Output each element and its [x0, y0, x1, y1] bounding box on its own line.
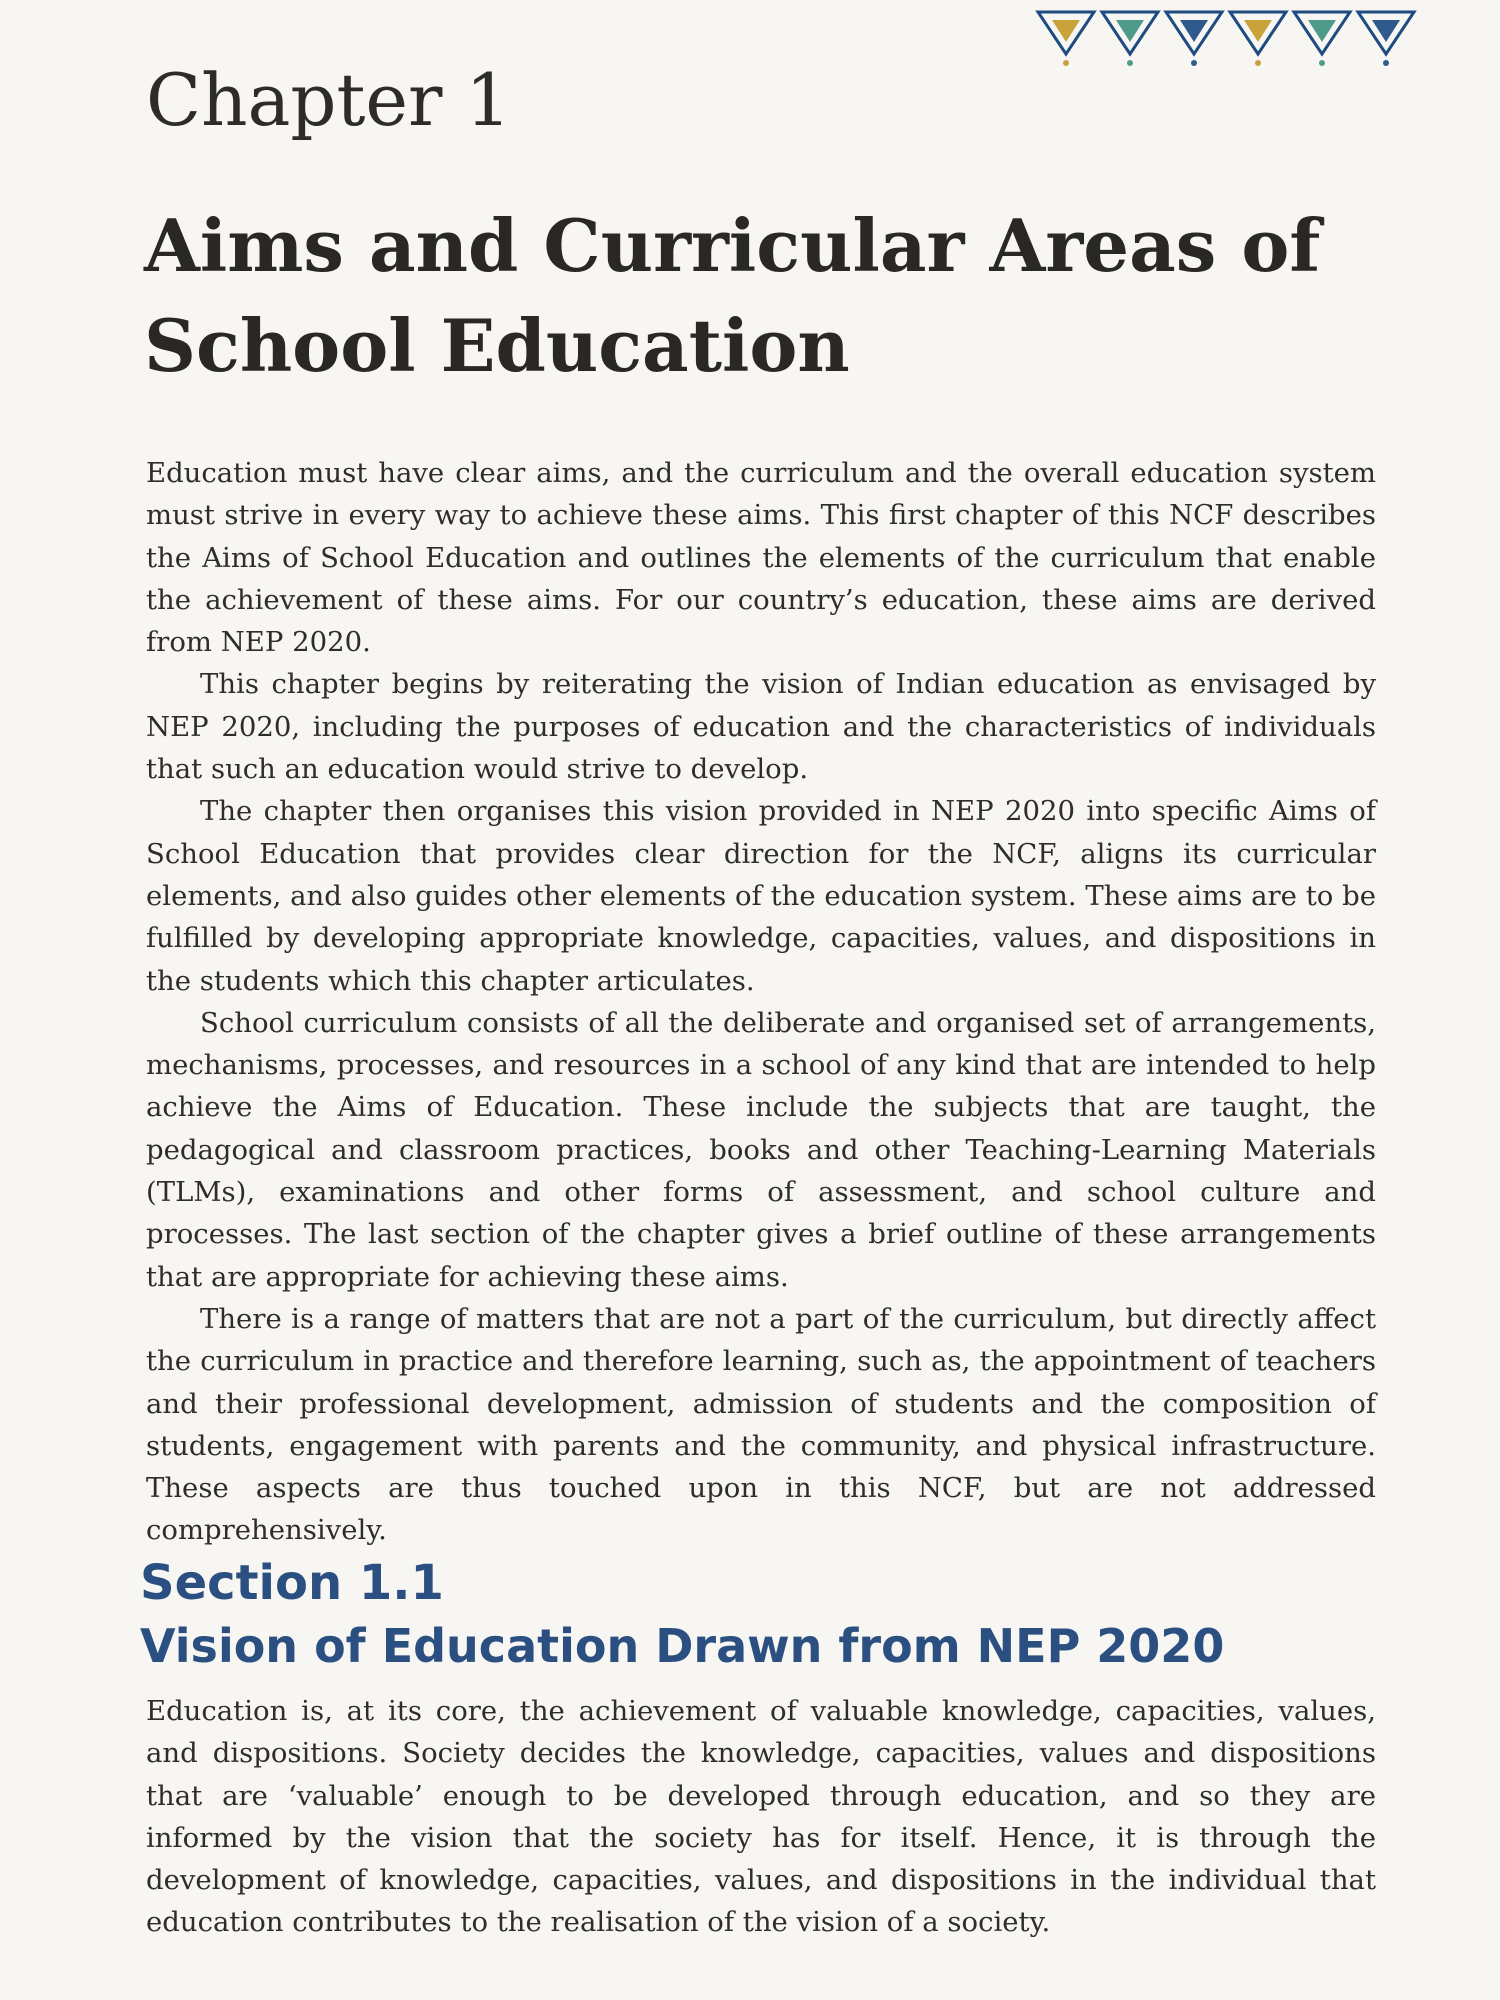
- ornament-dot: [1191, 60, 1197, 66]
- section-text: [146, 1690, 1376, 1944]
- paragraph: School curriculum consists of all the deliberate and organised set of arrangements, mechanisms, processes, and resources in a school of any kind that are intended to help achieve the Aims of Education. These include the subjects that are taught, the pedagogical and classroom practices, books and other Teaching-Learning Materials (TLMs), examinations and other forms of assessment, and school culture and processes. The last section of the chapter gives a brief outline of these arrangements that are appropriate for achieving these aims.: [146, 1006, 1376, 1293]
- intro-text: [146, 452, 1376, 1552]
- section-number: Section 1.1: [140, 1555, 444, 1611]
- paragraph: The chapter then organises this vision provided in NEP 2020 into specific Aims of School Education that provides clear direction for the NCF, aligns its curricular elements, and also guides other elements of the education system. These aims are to be fulfilled by developing appropriate knowledge, capacities, values, and dispositions in the students which this chapter articulates.: [146, 795, 1376, 997]
- ornament-dot: [1383, 60, 1389, 66]
- ornament-dot: [1255, 60, 1261, 66]
- section-title: Vision of Education Drawn from NEP 2020: [140, 1619, 1225, 1673]
- paragraph: There is a range of matters that are not a part of the curriculum, but directly affect the curriculum in practice and therefore learning, such as, the appointment of teachers and their professional development, admission of students and the composition of students, engagement with parents and the community, and physical infrastructure. These aspects are thus touched upon in this NCF, but are not addressed comprehensively.: [146, 1302, 1376, 1547]
- paragraph: Education is, at its core, the achievement of valuable knowledge, capacities, values, and dispositions. Society decides the knowledge, capacities, values and dispositions that are ‘valuable’ enough to be developed through education, and so they are informed by the vision that the society has for itself. Hence, it is through the development of knowledge, capacities, values, and dispositions in the individual that education contributes to the realisation of the vision of a society.: [146, 1695, 1376, 1939]
- paragraph: This chapter begins by reiterating the vision of Indian education as envisaged by NEP 2020, including the purposes of education and the characteristics of individuals that such an education would strive to develop.: [146, 668, 1376, 786]
- chapter-label: Chapter 1: [146, 58, 512, 142]
- chapter-title: Aims and Curricular Areas of School Education: [144, 203, 1321, 388]
- ornament-dot: [1063, 60, 1069, 66]
- ornament-dot: [1319, 60, 1325, 66]
- paragraph: Education must have clear aims, and the curriculum and the overall education system must strive in every way to achieve these aims. This first chapter of this NCF describes the Aims of School Education and outlines the elements of the curriculum that enable the achievement of these aims. For our country’s education, these aims are derived from NEP 2020.: [146, 457, 1376, 659]
- ornament-dot: [1127, 60, 1133, 66]
- triangle-ornament-icon: [1030, 8, 1420, 68]
